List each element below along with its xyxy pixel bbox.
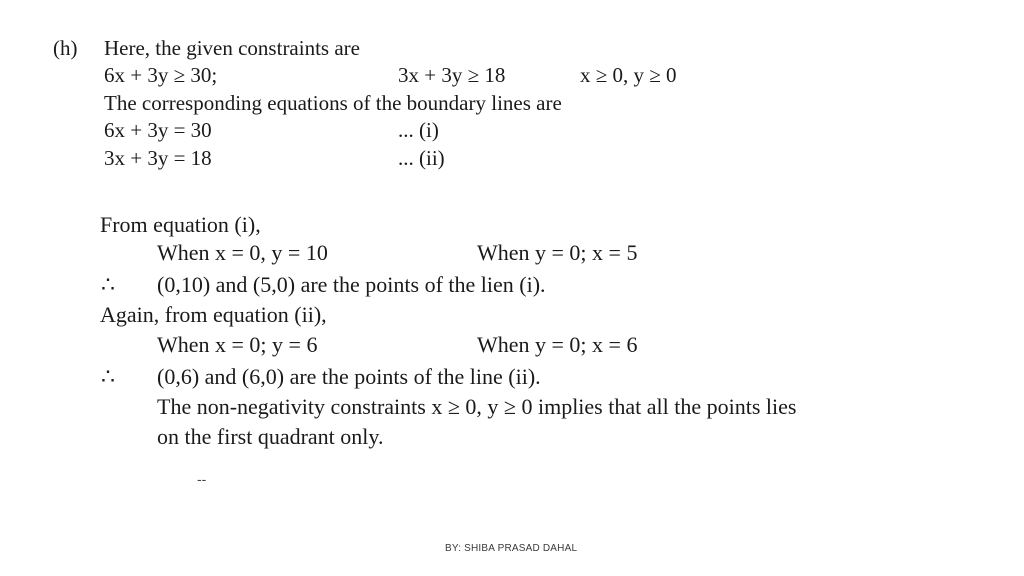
- equation-1: 6x + 3y = 30: [104, 118, 212, 142]
- from-equation-2: Again, from equation (ii),: [100, 302, 327, 327]
- eq1-case-y0: When y = 0; x = 5: [477, 240, 638, 265]
- constraints-intro: Here, the given constraints are: [104, 36, 360, 60]
- nonneg-line-1: The non-negativity constraints x ≥ 0, y ≥ 0 implies that all the points lies: [157, 394, 797, 419]
- from-equation-1: From equation (i),: [100, 212, 261, 237]
- eq1-case-x0: When x = 0, y = 10: [157, 240, 328, 265]
- boundary-intro: The corresponding equations of the boundary lines are: [104, 91, 562, 115]
- eq2-case-y0: When y = 0; x = 6: [477, 332, 638, 357]
- equation-1-tag: ... (i): [398, 118, 439, 142]
- constraint-b: 3x + 3y ≥ 18: [398, 63, 506, 87]
- eq1-points: (0,10) and (5,0) are the points of the lien (i).: [157, 272, 546, 297]
- constraint-c: x ≥ 0, y ≥ 0: [580, 63, 677, 87]
- equation-2-tag: ... (ii): [398, 146, 445, 170]
- equation-2: 3x + 3y = 18: [104, 146, 212, 170]
- dash-mark: --: [197, 471, 207, 487]
- footer-author: BY: SHIBA PRASAD DAHAL: [445, 543, 578, 554]
- therefore-icon-2: ∴: [101, 364, 115, 389]
- constraint-a: 6x + 3y ≥ 30;: [104, 63, 218, 87]
- eq2-points: (0,6) and (6,0) are the points of the line (ii).: [157, 364, 541, 389]
- part-label: (h): [53, 36, 78, 60]
- therefore-icon: ∴: [101, 272, 115, 297]
- eq2-case-x0: When x = 0; y = 6: [157, 332, 318, 357]
- nonneg-line-2: on the first quadrant only.: [157, 424, 384, 449]
